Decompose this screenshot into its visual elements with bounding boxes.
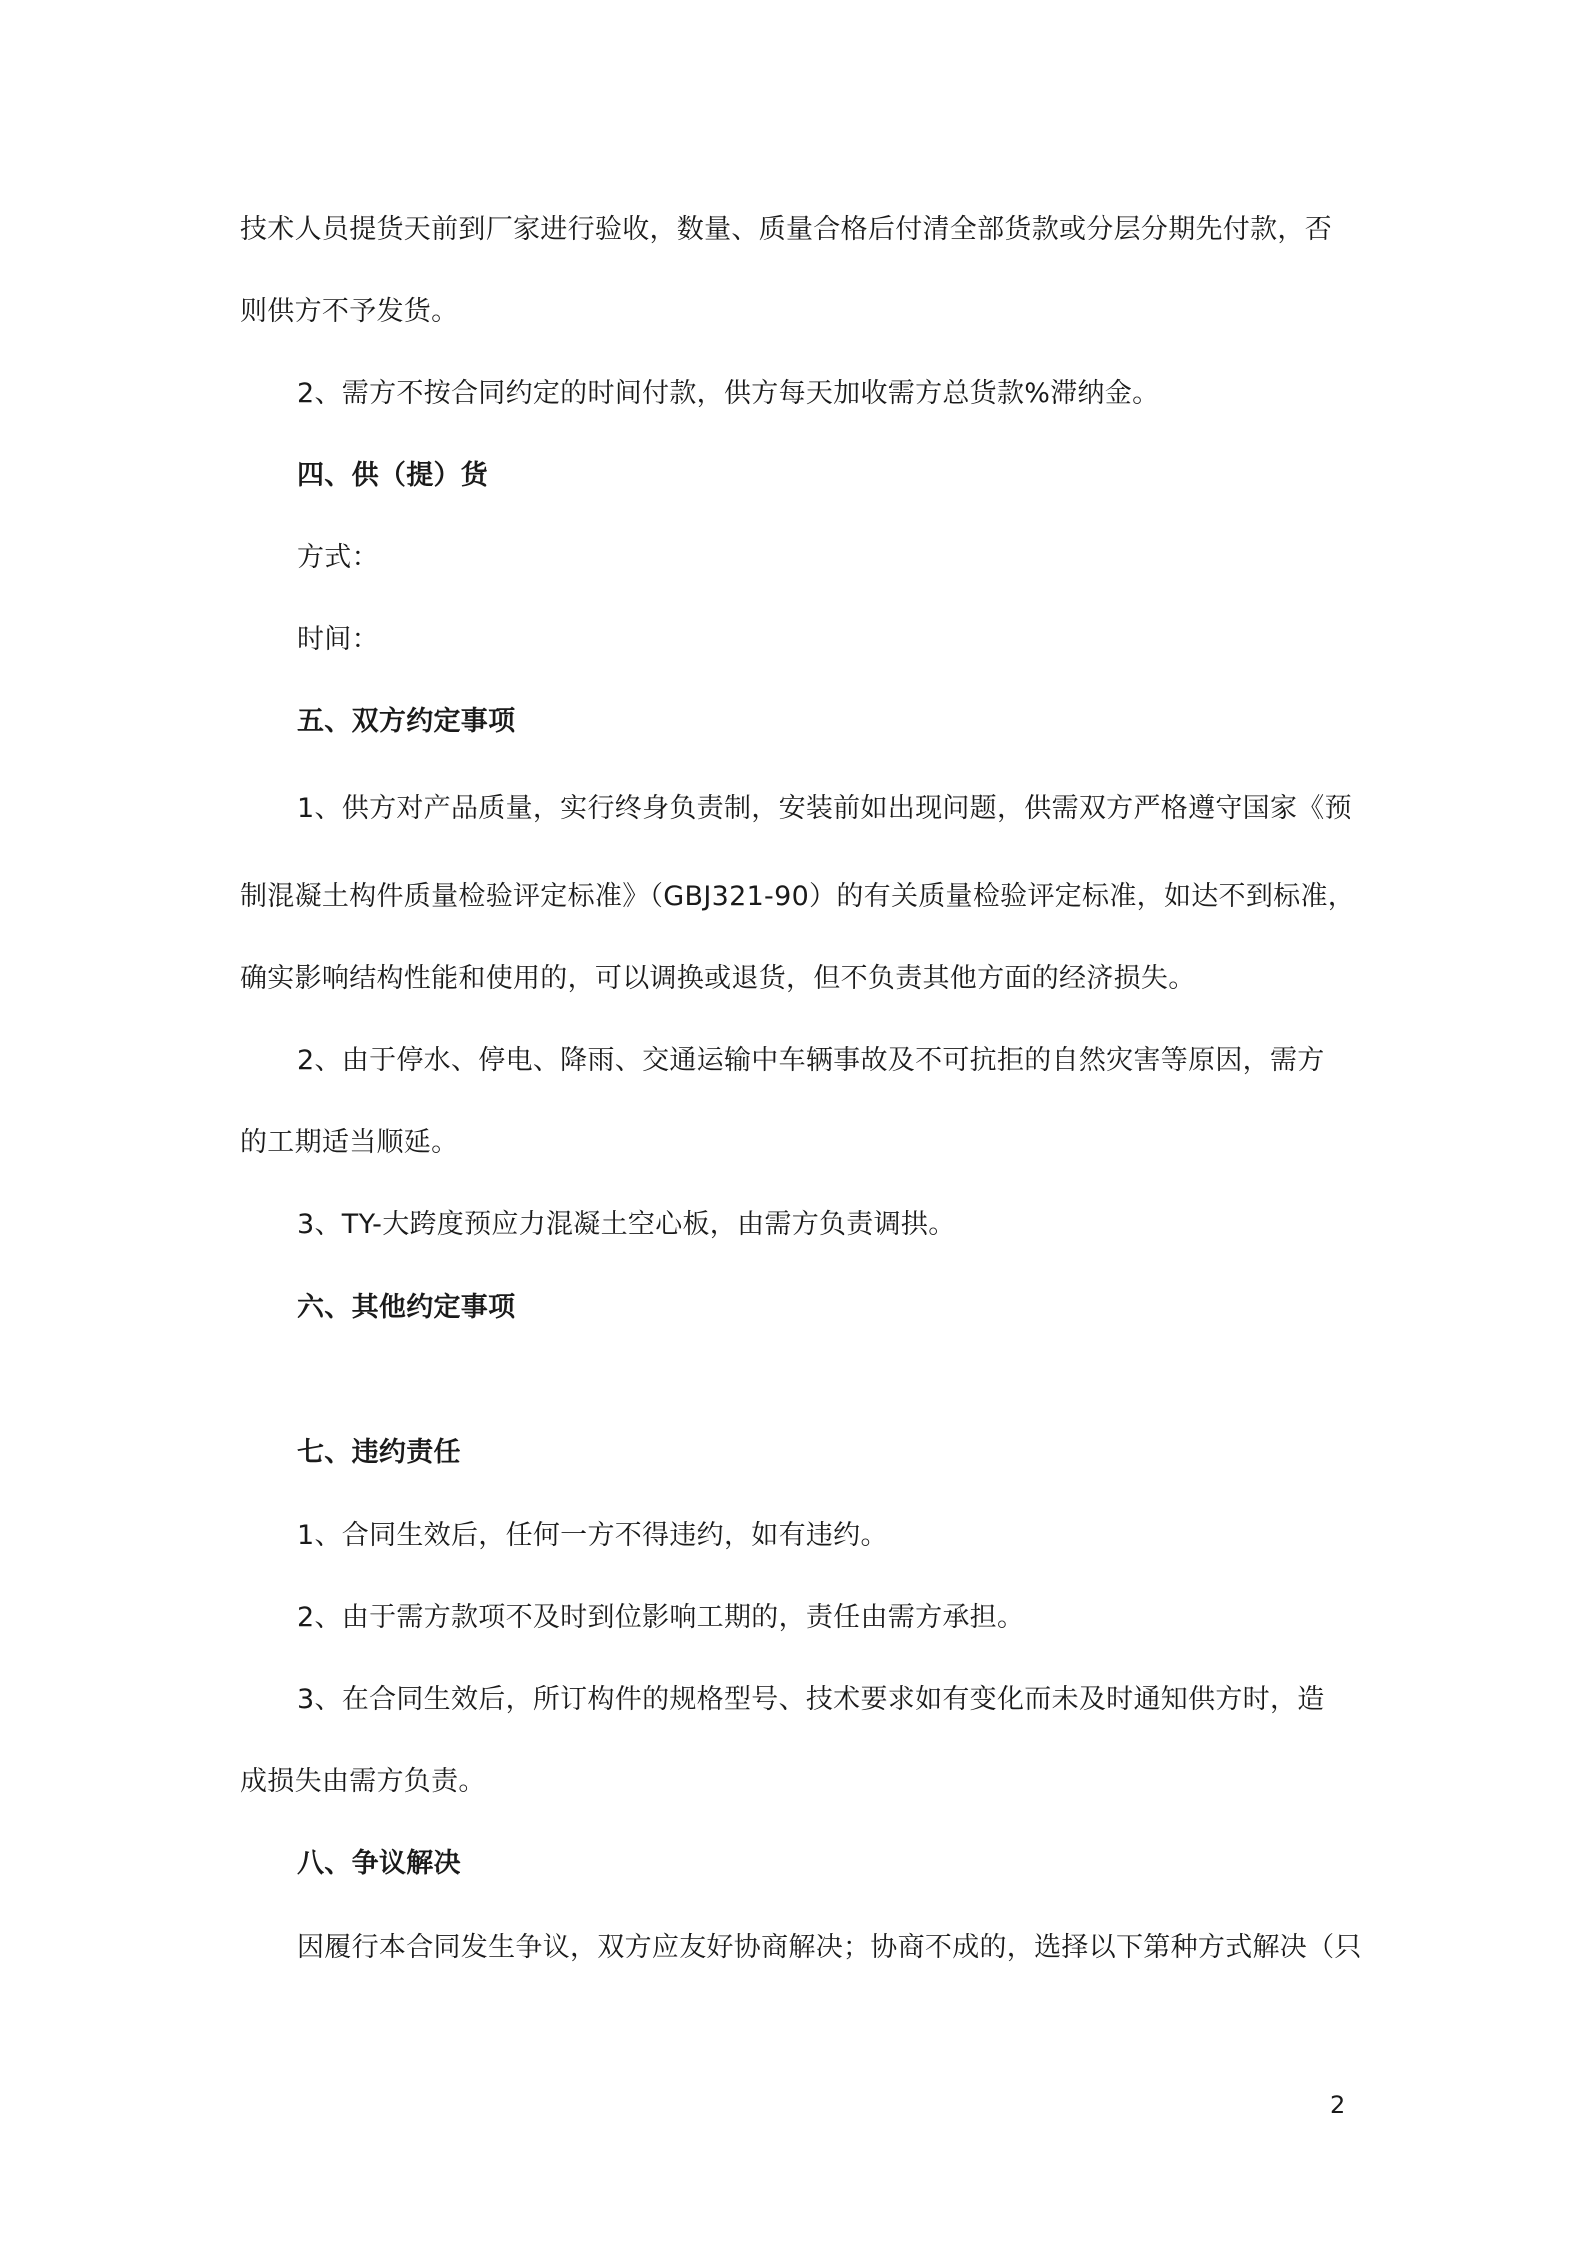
body-text-line: 的工期适当顺延。 [240, 1127, 459, 1158]
section-heading: 八、争议解决 [297, 1848, 461, 1879]
clause-text: 2、由于停水、停电、降雨、交通运输中车辆事故及不可抗拒的自然灾害等原因，需方 [297, 1045, 1325, 1076]
field-label: 时间： [297, 624, 379, 655]
section-heading: 六、其他约定事项 [297, 1292, 516, 1323]
clause-text: 因履行本合同发生争议，双方应友好协商解决；协商不成的，选择以下第种方式解决（只 [297, 1932, 1362, 1963]
body-text-line: 制混凝土构件质量检验评定标准》（GBJ321-90）的有关质量检验评定标准，如达不到标准， [240, 881, 1356, 912]
section-heading: 四、供（提）货 [297, 460, 489, 491]
clause-text: 3、在合同生效后，所订构件的规格型号、技术要求如有变化而未及时通知供方时，造 [297, 1684, 1325, 1715]
clause-text: 1、合同生效后，任何一方不得违约，如有违约。 [297, 1520, 888, 1551]
body-text-line: 技术人员提货天前到厂家进行验收，数量、质量合格后付清全部货款或分层分期先付款，否 [240, 214, 1332, 245]
clause-text: 1、供方对产品质量，实行终身负责制，安装前如出现问题，供需双方严格遵守国家《预 [297, 793, 1352, 824]
field-label: 方式： [297, 542, 379, 573]
section-heading: 七、违约责任 [297, 1437, 461, 1468]
body-text-line: 确实影响结构性能和使用的，可以调换或退货，但不负责其他方面的经济损失。 [240, 963, 1196, 994]
clause-text: 3、TY-大跨度预应力混凝土空心板，由需方负责调拱。 [297, 1209, 956, 1240]
clause-text: 2、由于需方款项不及时到位影响工期的，责任由需方承担。 [297, 1602, 1025, 1633]
body-text-line: 成损失由需方负责。 [240, 1766, 486, 1797]
body-text-line: 则供方不予发货。 [240, 296, 459, 327]
section-heading: 五、双方约定事项 [297, 706, 516, 737]
clause-text: 2、需方不按合同约定的时间付款，供方每天加收需方总货款%滞纳金。 [297, 378, 1160, 409]
page-number: 2 [1330, 2091, 1346, 2119]
